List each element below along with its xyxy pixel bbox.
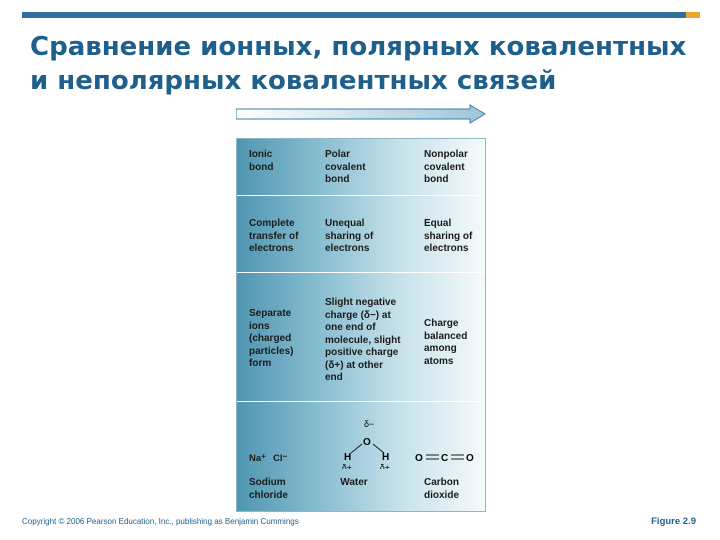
ionic-charge: Separate ions (charged particles) form: [249, 308, 294, 369]
ionic-bond-header: Ionic bond: [249, 149, 274, 173]
bond-comparison-figure: [236, 138, 486, 512]
delta-plus-left-label: δ+: [342, 462, 352, 469]
polar-bond-header: Polar covalent bond: [325, 149, 366, 185]
sharing-row: [237, 196, 485, 272]
figure-label: Figure 2.9: [651, 516, 696, 527]
carbon-atom: C: [441, 453, 449, 464]
hydrogen-atom-right: H: [382, 452, 390, 463]
slide-title: Сравнение ионных, полярных ковалентных и неполярных ковалентных связей: [30, 32, 687, 96]
polar-charge: Slight negative charge (δ−) at one end of molecule, slight positive charge (δ+) at other end: [325, 297, 401, 383]
hydrogen-atom-left: H: [344, 452, 352, 463]
oxygen-atom-left: O: [415, 453, 423, 464]
oxygen-atom: O: [363, 437, 371, 448]
carbon-dioxide-diagram: [413, 449, 479, 465]
chloride-ion: Cl⁻: [273, 453, 288, 464]
nonpolar-charge: Charge balanced among atoms: [424, 318, 468, 367]
direction-arrow-icon: [236, 104, 486, 124]
water-molecule-diagram: [337, 415, 397, 469]
polar-sharing: Unequal sharing of electrons: [325, 218, 374, 254]
oxygen-atom-right: O: [466, 453, 474, 464]
delta-minus-label: δ−: [364, 419, 375, 429]
oh-bond-left: [351, 444, 362, 453]
header-row: [237, 139, 485, 195]
sodium-chloride-label: Sodium chloride: [249, 477, 288, 501]
top-rule-accent: [686, 12, 700, 18]
sodium-ion: Na⁺: [249, 453, 267, 464]
delta-plus-right-label: δ+: [380, 462, 390, 469]
top-rule: [22, 12, 700, 18]
example-row: [237, 402, 485, 512]
copyright-text: Copyright © 2006 Pearson Education, Inc., publishing as Benjamin Cummings: [22, 517, 299, 526]
nonpolar-bond-header: Nonpolar covalent bond: [424, 149, 468, 185]
ionic-sharing: Complete transfer of electrons: [249, 218, 299, 254]
water-label: Water: [340, 477, 368, 488]
nonpolar-sharing: Equal sharing of electrons: [424, 218, 473, 254]
charge-row: [237, 273, 485, 401]
carbon-dioxide-label: Carbon dioxide: [424, 477, 460, 501]
